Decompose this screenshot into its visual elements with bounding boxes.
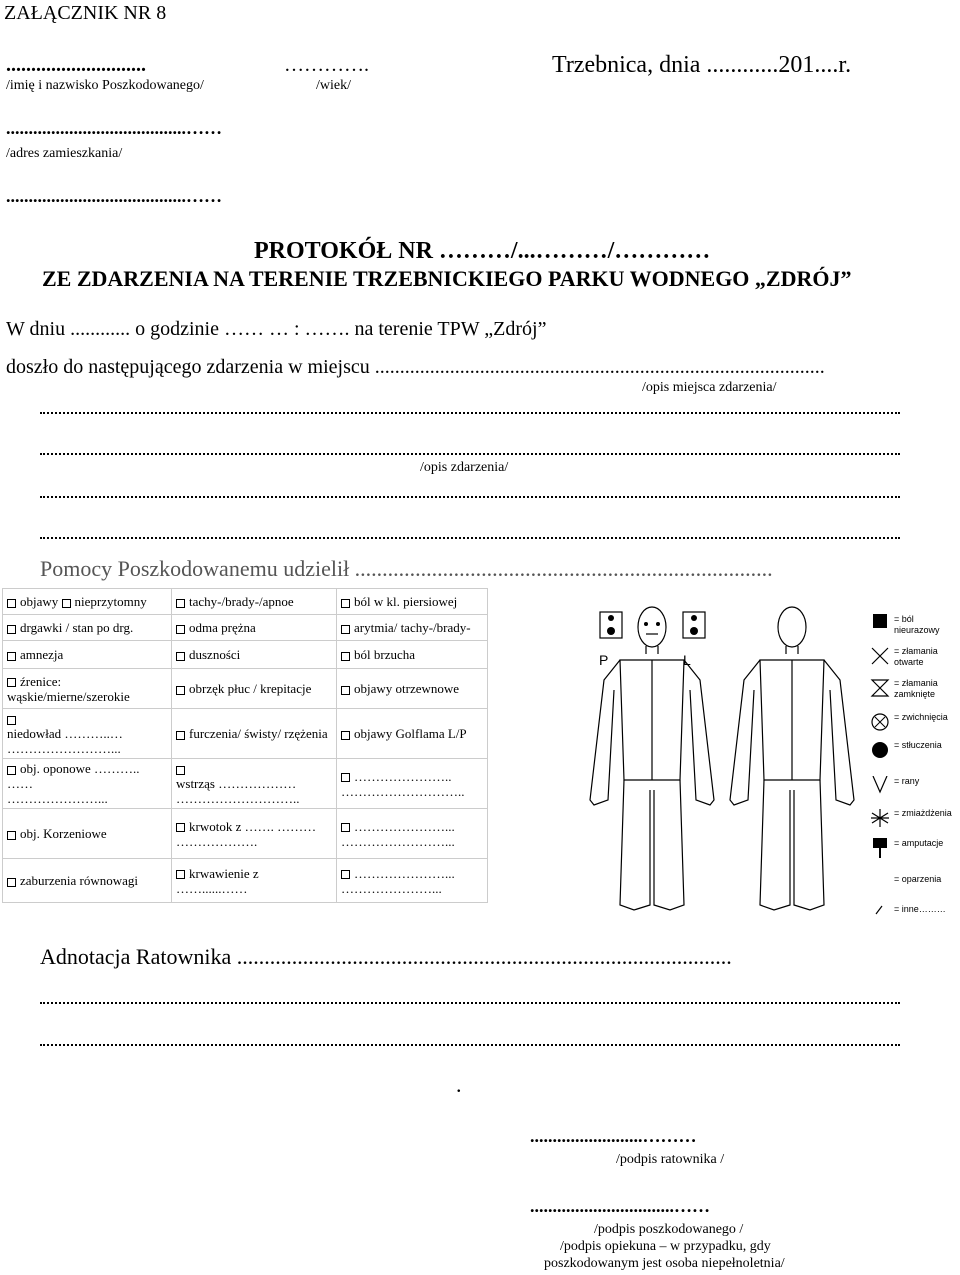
- annotation-line-2[interactable]: [40, 1044, 900, 1046]
- checkbox[interactable]: [341, 773, 350, 782]
- left-leg: [654, 780, 684, 910]
- checkbox[interactable]: [7, 766, 16, 775]
- address-field-2[interactable]: ........................................……: [6, 186, 222, 206]
- checkbox[interactable]: [341, 686, 350, 695]
- table-row: [3, 859, 488, 903]
- checkbox[interactable]: [7, 831, 16, 840]
- table-cell[interactable]: źrenice: wąskie/mierne/szerokie: [3, 669, 172, 709]
- square-icon: [870, 614, 890, 634]
- slash-icon: [870, 904, 890, 924]
- checkbox[interactable]: [7, 878, 16, 887]
- checkbox[interactable]: [7, 652, 16, 661]
- table-cell[interactable]: obrzęk płuc / krepitacje: [172, 669, 337, 709]
- table-row: [3, 709, 488, 759]
- description-line-1[interactable]: [40, 412, 900, 414]
- rescuer-signature-field[interactable]: .........................………: [530, 1126, 697, 1146]
- table-cell[interactable]: objawy Golflama L/P: [337, 709, 488, 759]
- checkbox[interactable]: [176, 823, 185, 832]
- table-cell[interactable]: amnezja: [3, 641, 172, 669]
- left-arm: [684, 660, 714, 805]
- address-field-1[interactable]: ........................................……: [6, 118, 222, 138]
- incident-where: doszło do następującego zdarzenia w miejscu ..........................................................................................: [6, 356, 825, 378]
- checkbox[interactable]: [341, 599, 350, 608]
- table-cell[interactable]: krwawienie z ……......……: [172, 859, 337, 903]
- right-arm: [590, 660, 620, 805]
- table-cell[interactable]: krwotok z ……. ……… ……………….: [172, 809, 337, 859]
- incident-when: W dniu ............ o godzinie …… … : ……. na terenie TPW „Zdrój”: [6, 318, 547, 340]
- table-row: [3, 759, 488, 809]
- guardian-signature-caption-2: poszkodowanym jest osoba niepełnoletnia/: [544, 1256, 785, 1271]
- checkbox[interactable]: [176, 599, 185, 608]
- table-row: [3, 641, 488, 669]
- victim-signature-field[interactable]: ................................……: [530, 1196, 710, 1216]
- checkbox[interactable]: [341, 625, 350, 634]
- checkbox[interactable]: [176, 731, 185, 740]
- right-leg: [620, 780, 650, 910]
- hourglass-icon: [870, 678, 890, 698]
- protocol-title: ZE ZDARZENIA NA TERENIE TRZEBNICKIEGO PARKU WODNEGO „ZDRÓJ”: [42, 266, 852, 291]
- table-cell[interactable]: wstrząs ……………… ………………………..: [172, 759, 337, 809]
- checkbox[interactable]: [176, 625, 185, 634]
- table-row: [3, 589, 488, 615]
- symptoms-table: [2, 588, 488, 903]
- age-caption: /wiek/: [316, 78, 351, 93]
- table-cell[interactable]: furczenia/ świsty/ rzężenia: [172, 709, 337, 759]
- description-line-3[interactable]: [40, 496, 900, 498]
- name-field[interactable]: ............................: [6, 54, 146, 76]
- table-cell[interactable]: ………………….. ………………………..: [337, 759, 488, 809]
- rescuer-annotation: Adnotacja Ratownika ..........................................................................................: [40, 944, 732, 969]
- description-line-4[interactable]: [40, 537, 900, 539]
- victim-signature-caption: /podpis poszkodowanego /: [594, 1222, 744, 1237]
- table-cell[interactable]: obj. Korzeniowe: [3, 809, 172, 859]
- table-cell[interactable]: drgawki / stan po drg.: [3, 615, 172, 641]
- checkbox[interactable]: [7, 678, 16, 687]
- checkbox[interactable]: [341, 731, 350, 740]
- place-caption: /opis miejsca zdarzenia/: [642, 380, 777, 395]
- checkbox[interactable]: [7, 625, 16, 634]
- address-caption: /adres zamieszkania/: [6, 146, 123, 161]
- table-cell[interactable]: odma prężna: [172, 615, 337, 641]
- table-cell[interactable]: ból brzucha: [337, 641, 488, 669]
- age-field[interactable]: ………….: [284, 54, 369, 76]
- amputation-icon: [870, 838, 890, 858]
- left-leg-back: [794, 780, 824, 910]
- table-row: [3, 615, 488, 641]
- right-side-label: P: [599, 652, 609, 668]
- right-arm-back: [730, 660, 760, 805]
- left-side-label: L: [683, 652, 691, 668]
- checkbox[interactable]: [341, 870, 350, 879]
- right-leg-back: [760, 780, 790, 910]
- checkbox[interactable]: [176, 652, 185, 661]
- table-cell[interactable]: obj. oponowe ……….. …… …………………...: [3, 759, 172, 809]
- checkbox[interactable]: [176, 766, 185, 775]
- table-cell[interactable]: arytmia/ tachy-/brady-: [337, 615, 488, 641]
- head: [638, 607, 666, 647]
- description-line-2[interactable]: [40, 453, 900, 455]
- protocol-number: PROTOKÓŁ NR ………/...………/…………: [254, 238, 711, 264]
- trailing-dot: .: [456, 1072, 462, 1097]
- body-diagram[interactable]: [580, 600, 860, 920]
- annotation-line-1[interactable]: [40, 1002, 900, 1004]
- name-caption: /imię i nazwisko Poszkodowanego/: [6, 78, 204, 93]
- table-cell[interactable]: …………………... …………………...: [337, 859, 488, 903]
- dot-icon: [870, 740, 890, 760]
- table-cell[interactable]: …………………... ……………………...: [337, 809, 488, 859]
- table-row: [3, 669, 488, 709]
- table-cell[interactable]: objawy nieprzytomny: [3, 589, 172, 615]
- place-date: Trzebnica, dnia ............201....r.: [552, 52, 852, 78]
- checkbox[interactable]: [62, 599, 71, 608]
- help-given-by: Pomocy Poszkodowanemu udzielił ............................................................................: [40, 556, 773, 581]
- checkbox[interactable]: [7, 599, 16, 608]
- circle-x-icon: [870, 712, 890, 732]
- checkbox[interactable]: [341, 823, 350, 832]
- annex-number: ZAŁĄCZNIK NR 8: [4, 2, 167, 24]
- guardian-signature-caption: /podpis opiekuna – w przypadku, gdy: [560, 1239, 771, 1254]
- left-arm-back: [824, 660, 854, 805]
- checkbox[interactable]: [176, 686, 185, 695]
- asterisk-icon: [870, 808, 890, 828]
- rescuer-signature-caption: /podpis ratownika /: [616, 1152, 725, 1167]
- table-cell[interactable]: tachy-/brady-/apnoe: [172, 589, 337, 615]
- head-back: [778, 607, 806, 647]
- table-cell[interactable]: ból w kl. piersiowej: [337, 589, 488, 615]
- cross-icon: [870, 646, 890, 666]
- checkbox[interactable]: [341, 652, 350, 661]
- v-icon: [870, 776, 890, 796]
- checkbox[interactable]: [176, 870, 185, 879]
- description-caption: /opis zdarzenia/: [420, 460, 509, 475]
- table-row: [3, 809, 488, 859]
- table-cell[interactable]: objawy otrzewnowe: [337, 669, 488, 709]
- table-cell[interactable]: duszności: [172, 641, 337, 669]
- table-cell[interactable]: zaburzenia równowagi: [3, 859, 172, 903]
- table-cell[interactable]: niedowład ………..… ……………………...: [3, 709, 172, 759]
- checkbox[interactable]: [7, 716, 16, 725]
